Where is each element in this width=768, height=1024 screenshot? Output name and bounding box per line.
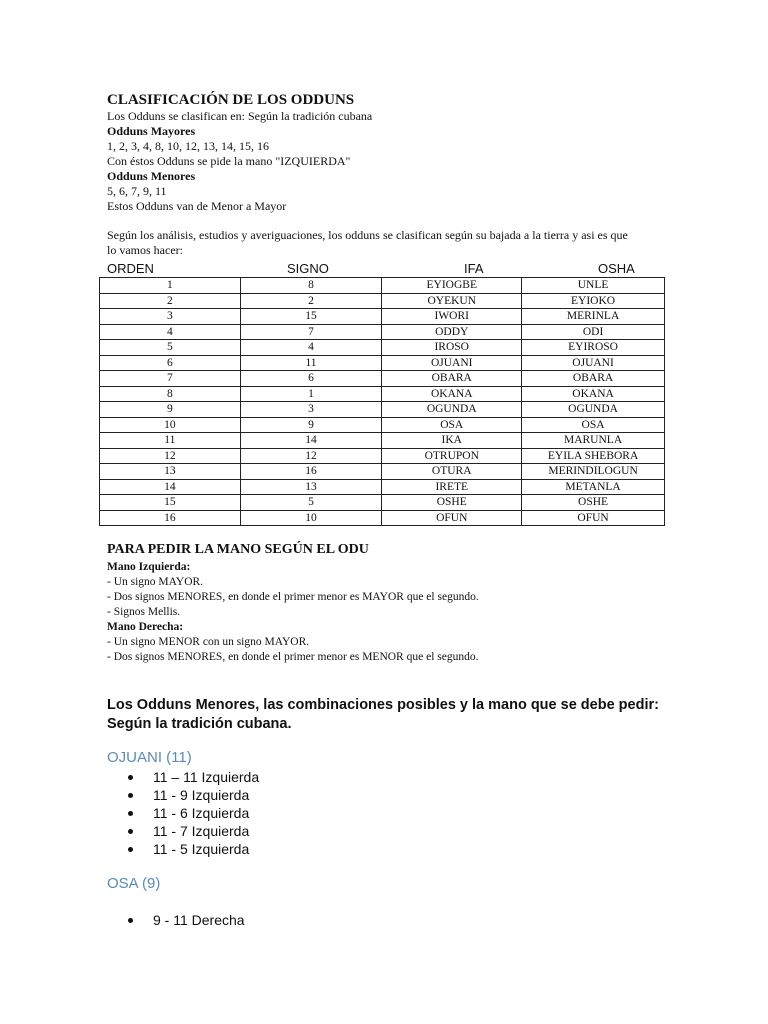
list-item-text: 11 - 5 Izquierda (153, 841, 250, 857)
header-osha: OSHA (598, 261, 635, 276)
table-cell: 1 (240, 386, 382, 402)
menores-list: 5, 6, 7, 9, 11 (107, 184, 167, 198)
table-cell: OFUN (382, 510, 522, 526)
analysis-line-2: lo vamos hacer: (107, 243, 183, 257)
table-cell: 6 (240, 371, 382, 387)
table-cell: 11 (100, 433, 241, 449)
table-cell: IRETE (382, 479, 522, 495)
table-cell: METANLA (522, 479, 665, 495)
list-item-text: 11 - 9 Izquierda (153, 787, 250, 803)
table-row (100, 495, 665, 511)
table-cell: 11 (240, 355, 382, 371)
table-cell: OYEKUN (382, 293, 522, 309)
table-cell: 4 (100, 324, 241, 340)
table-cell: OSA (522, 417, 665, 433)
list-item (107, 840, 259, 858)
table-cell: OTRUPON (382, 448, 522, 464)
right-hand-label: Mano Derecha: (107, 621, 184, 633)
table-cell: 13 (240, 479, 382, 495)
bullet-icon (128, 775, 133, 780)
bullet-icon (128, 918, 133, 923)
table-row (100, 479, 665, 495)
table-cell: 8 (100, 386, 241, 402)
table-cell: OBARA (382, 371, 522, 387)
table-cell: OGUNDA (522, 402, 665, 418)
bullet-icon (128, 829, 133, 834)
table-cell: 2 (240, 293, 382, 309)
right-hand-rule: - Dos signos MENORES, en donde el primer menor es MENOR que el segundo. (107, 651, 479, 663)
table-cell: 10 (100, 417, 241, 433)
table-cell: OKANA (522, 386, 665, 402)
table-cell: 3 (240, 402, 382, 418)
table-cell: 16 (240, 464, 382, 480)
table-cell: 14 (240, 433, 382, 449)
table-cell: OSHE (382, 495, 522, 511)
table-cell: IROSO (382, 340, 522, 356)
header-orden: ORDEN (107, 261, 154, 276)
table-cell: OSA (382, 417, 522, 433)
osa-title: OSA (9) (107, 875, 161, 892)
table-row (100, 386, 665, 402)
table-cell: 7 (100, 371, 241, 387)
left-hand-rule: - Un signo MAYOR. (107, 576, 204, 588)
list-item (107, 911, 245, 929)
bullet-icon (128, 811, 133, 816)
table-cell: 14 (100, 479, 241, 495)
table-cell: 6 (100, 355, 241, 371)
list-item (107, 822, 259, 840)
table-cell: OBARA (522, 371, 665, 387)
table-cell: 12 (240, 448, 382, 464)
table-cell: MERINDILOGUN (522, 464, 665, 480)
bullet-icon (128, 847, 133, 852)
bullet-icon (128, 793, 133, 798)
list-item-text: 9 - 11 Derecha (153, 912, 245, 928)
table-cell: EYIOGBE (382, 278, 522, 294)
table-cell: 5 (240, 495, 382, 511)
table-row (100, 464, 665, 480)
table-row (100, 371, 665, 387)
table-cell: 15 (240, 309, 382, 325)
table-row (100, 309, 665, 325)
left-hand-label: Mano Izquierda: (107, 561, 191, 573)
table-cell: 5 (100, 340, 241, 356)
table-row (100, 417, 665, 433)
mayores-list: 1, 2, 3, 4, 8, 10, 12, 13, 14, 15, 16 (107, 139, 269, 153)
table-cell: 10 (240, 510, 382, 526)
right-hand-rule: - Un signo MENOR con un signo MAYOR. (107, 636, 310, 648)
page-title: CLASIFICACIÓN DE LOS ODDUNS (107, 92, 355, 108)
table-cell: 9 (100, 402, 241, 418)
table-cell: OGUNDA (382, 402, 522, 418)
table-cell: 3 (100, 309, 241, 325)
table-header (107, 261, 667, 277)
list-item-text: 11 - 7 Izquierda (153, 823, 250, 839)
table-cell: 2 (100, 293, 241, 309)
mayores-note: Con éstos Odduns se pide la mano "IZQUIERDA" (107, 154, 351, 168)
table-row (100, 278, 665, 294)
hand-rules-section (107, 542, 667, 665)
table-cell: OTURA (382, 464, 522, 480)
table-cell: OJUANI (522, 355, 665, 371)
table-cell: 15 (100, 495, 241, 511)
table-row (100, 433, 665, 449)
table-cell: ODDY (382, 324, 522, 340)
ojuani-title: OJUANI (11) (107, 749, 192, 766)
list-item (107, 786, 259, 804)
classification-section (107, 92, 667, 258)
ojuani-list (107, 768, 259, 858)
table-row (100, 402, 665, 418)
left-hand-rule: - Signos Mellis. (107, 606, 181, 618)
menores-label: Odduns Menores (107, 169, 196, 183)
table-cell: ODI (522, 324, 665, 340)
table-cell: EYIOKO (522, 293, 665, 309)
table-cell: IWORI (382, 309, 522, 325)
table-row (100, 510, 665, 526)
list-item (107, 804, 259, 822)
table-cell: 7 (240, 324, 382, 340)
header-signo: SIGNO (287, 261, 329, 276)
table-cell: OFUN (522, 510, 665, 526)
menores-note: Estos Odduns van de Menor a Mayor (107, 199, 287, 213)
analysis-line-1: Según los análisis, estudios y averiguaciones, los odduns se clasifican según su bajada a la tierra y asi es que (107, 228, 628, 242)
table-row (100, 355, 665, 371)
table-cell: IKA (382, 433, 522, 449)
table-cell: OSHE (522, 495, 665, 511)
table-cell: 16 (100, 510, 241, 526)
odu-table (99, 277, 665, 526)
table-cell: 9 (240, 417, 382, 433)
list-item-text: 11 – 11 Izquierda (153, 769, 260, 785)
intro-text: Los Odduns se clasifican en: Según la tradición cubana (107, 109, 373, 123)
table-cell: 1 (100, 278, 241, 294)
hand-rules-title: PARA PEDIR LA MANO SEGÚN EL ODU (107, 542, 369, 557)
table-cell: 12 (100, 448, 241, 464)
combinations-heading: Los Odduns Menores, las combinaciones posibles y la mano que se debe pedir: Según la tradición cubana. (107, 697, 659, 732)
table-cell: 13 (100, 464, 241, 480)
table-cell: 4 (240, 340, 382, 356)
osa-list (107, 911, 245, 929)
table-cell: EYIROSO (522, 340, 665, 356)
table-cell: MARUNLA (522, 433, 665, 449)
table-cell: MERINLA (522, 309, 665, 325)
table-cell: 8 (240, 278, 382, 294)
left-hand-rule: - Dos signos MENORES, en donde el primer menor es MAYOR que el segundo. (107, 591, 479, 603)
table-cell: UNLE (522, 278, 665, 294)
table-cell: OJUANI (382, 355, 522, 371)
table-row (100, 340, 665, 356)
table-row (100, 324, 665, 340)
table-cell: OKANA (382, 386, 522, 402)
table-row (100, 293, 665, 309)
list-item (107, 768, 259, 786)
header-ifa: IFA (464, 261, 484, 276)
list-item-text: 11 - 6 Izquierda (153, 805, 250, 821)
table-cell: EYILA SHEBORA (522, 448, 665, 464)
mayores-label: Odduns Mayores (107, 124, 196, 138)
table-row (100, 448, 665, 464)
